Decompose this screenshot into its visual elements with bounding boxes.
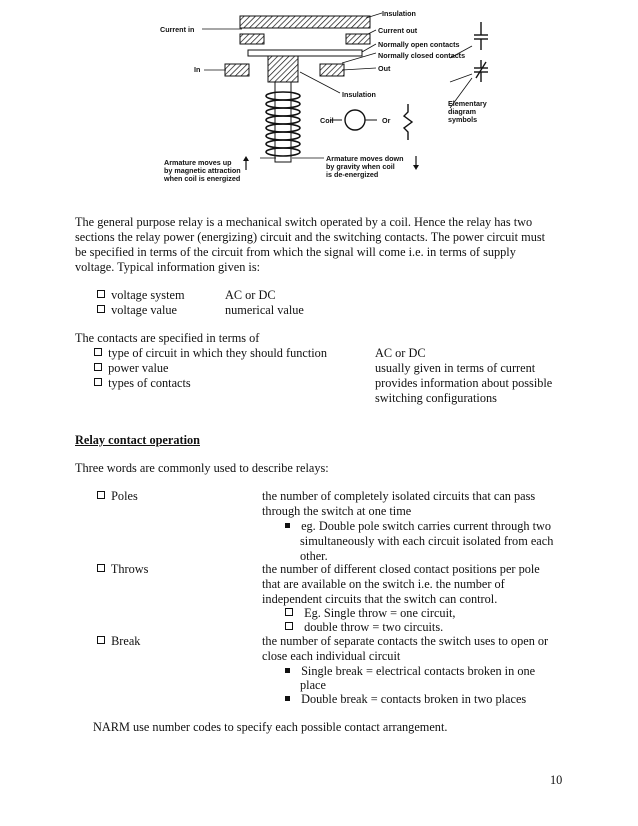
list-item [94,376,191,391]
list-item [94,361,169,376]
label-out: Out [378,64,391,73]
armature-bar [248,50,362,56]
top-contact-left [240,34,264,44]
label-insulation-top: Insulation [382,9,416,18]
poles-sub-2: simultaneously with each circuit isolated from each [300,534,554,548]
list-item [97,303,177,318]
lower-contact-left [225,64,249,76]
lower-contact-right [320,64,344,76]
break-def-1: the number of separate contacts the switch uses to open or [262,634,549,648]
label-elementary-3: symbols [448,115,478,124]
term-break [97,634,140,649]
label-insulation-mid: Insulation [342,90,376,99]
label-elementary-2: diagram [448,107,476,116]
power-value: AC or DC [225,288,276,302]
narm-line: NARM use number codes to specify each possible contact arrangement. [93,720,448,734]
throws-sub-1: Eg. Single throw = one circuit, [304,606,456,620]
plunger-core [275,82,291,162]
nc-contact-symbol [474,60,488,82]
intro-line-4: voltage. Typical information given is: [75,260,261,274]
section-heading: Relay contact operation [75,433,200,447]
term-throws [97,562,148,577]
break-sub [285,664,535,679]
label-normally-closed: Normally closed contacts [378,51,466,60]
checkbox-bullet-icon [97,636,105,644]
intro-line-1: The general purpose relay is a mechanical switch operated by a coil. Hence the relay has two [75,215,533,229]
list-item [94,346,327,361]
label-in: In [194,65,201,74]
top-contact-right [346,34,370,44]
poles-sub-3: other. [300,549,328,563]
no-contact-symbol [474,22,488,50]
relay-diagram [150,8,500,198]
checkbox-bullet-icon [97,491,105,499]
coil-symbol [345,110,365,130]
checkbox-bullet-icon [94,378,102,386]
contact-value: AC or DC [375,346,426,360]
poles-def-1: the number of completely isolated circuits that can pass [262,489,536,503]
coil-alt-symbol [404,104,412,140]
intro-line-2: sections the relay power (energizing) circuit and the switching contacts. The power circuit must [75,230,546,244]
checkbox-bullet-icon [285,622,293,630]
checkbox-bullet-icon [97,290,105,298]
contacts-intro: The contacts are specified in terms of [75,331,260,345]
intro-line-3: be specified in terms of the circuit from which the signal will come i.e. in terms of supply [75,245,516,259]
term-label: Poles [111,489,138,503]
label-armature-up-2: by magnetic attraction [164,166,241,175]
contact-value: usually given in terms of current [375,361,536,375]
checkbox-bullet-icon [94,348,102,356]
label-elementary-1: Elementary [448,99,487,108]
power-term: voltage value [111,303,177,317]
list-item [97,288,185,303]
throws-def-1: the number of different closed contact positions per pole [262,562,540,576]
break-sub-1: Single break = electrical contacts broken in one [301,664,536,678]
square-bullet-icon [285,523,290,528]
square-bullet-icon [285,696,290,701]
term-poles [97,489,138,504]
throws-sub [285,606,455,621]
poles-sub [285,519,551,534]
throws-sub-2: double throw = two circuits. [304,620,444,634]
power-value: numerical value [225,303,304,317]
break-sub-3: Double break = contacts broken in two places [301,692,527,706]
term-label: Break [111,634,141,648]
three-words-line: Three words are commonly used to describe relays: [75,461,329,475]
break-def-2: close each individual circuit [262,649,401,663]
label-current-in: Current in [160,25,195,34]
throws-def-2: that are available on the switch i.e. the number of [262,577,505,591]
term-label: Throws [110,562,149,576]
checkbox-bullet-icon [94,363,102,371]
throws-sub [285,620,443,635]
poles-sub-1: eg. Double pole switch carries current through two [301,519,552,533]
throws-def-3: independent circuits that the switch can control. [262,592,498,606]
power-term: voltage system [111,288,185,302]
contact-term: types of contacts [108,376,191,390]
plunger-insulation [268,56,298,82]
label-normally-open: Normally open contacts [378,40,460,49]
label-current-out: Current out [378,26,418,35]
break-sub-2: place [300,678,326,692]
contact-term: power value [108,361,169,375]
top-insulation-bar [240,16,370,28]
label-armature-down-2: by gravity when coil [326,162,395,171]
checkbox-bullet-icon [285,608,293,616]
label-armature-up-3: when coil is energized [164,174,241,183]
label-armature-up-1: Armature moves up [164,158,232,167]
poles-def-2: through the switch at one time [262,504,412,518]
contact-value: provides information about possible [375,376,553,390]
label-or: Or [382,116,391,125]
square-bullet-icon [285,668,290,673]
page-number: 10 [550,773,563,787]
contact-value-cont: switching configurations [375,391,497,405]
checkbox-bullet-icon [97,305,105,313]
label-coil: Coil [320,116,334,125]
label-armature-down-1: Armature moves down [326,154,404,163]
checkbox-bullet-icon [97,564,105,572]
label-armature-down-3: is de-energized [326,170,379,179]
break-sub [285,692,526,707]
contact-term: type of circuit in which they should function [108,346,327,360]
